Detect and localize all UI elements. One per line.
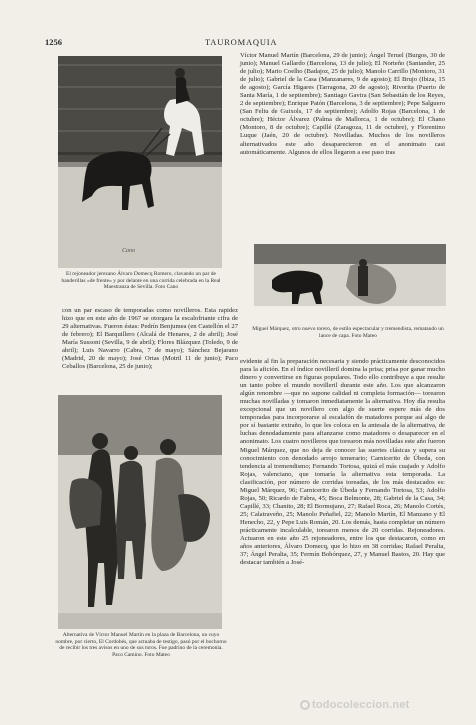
photo-alternativa-ceremony: [58, 395, 222, 629]
marquez-image: [254, 244, 446, 306]
rejoneador-image: [58, 56, 222, 268]
paragraph-novilladas: evidente al fin la preparación necesaria y siendo prácticamente desconocidos para la afición. En el índice novilleril domina la prisa; prisa por ganar mucho dinero y convertirse en figuras populares. Todo ello contribuye a que resulte un tanto pobre el mundo novilleril durante este año. Los que alcanzaron algún renombre —que no supone calidad ni completa formación— torearon muchas novilladas y tomaron inmediatamente la alternativa. Hoy día resulta excepcional que un novillero con algo de suerte espere más de dos temporadas para incorporarse al escalafón de matadores porque así algo de por sí bastante extraño, lo que les coloca en la antesala de la alternativa, de luchas denodadamente para afianzarse como matadores o desaparecer en el anonimato. Los cuatro novilleros que torearon más novilladas este año fueron Miguel Márquez, que no deja de conocer las suertes clásicas y supera su conocimiento con denodado arrojo temerario; Carnicerito de Úbeda, con tendencia al tremendismo; Fernando Tortosa, quizá el más cuajado y Adolfo Rojas, valenciano, que tomaría la alternativa esta temporada. La clasificación, por número de corridas toreadas, de los más destacados es: Miguel Márquez, 96; Carnicerito de Úbeda y Fernando Tortosa, 53; Adolfo Rojas, 50; Ricardo de Fabra, 45; Boca Belmonte, 28; Gabriel de la Casa, 34; Capillé, 33; Chanito, 28; El Bormujano, 27; Rafael Roca, 26; Manolo Cortés, 25; Calatraveño, 25; Manolo Peñafiel, 22; Manolo Martín, El Manzano y El Henecho, 22, y Pepe Luis Román, 20. Los demás, hasta completar un número prácticamente incalculable, torearon menos de 20 corridas. Rejoneadores. Actuaron en este año 25 rejoneadores, entre los que destacaron, como en años anteriores, Álvaro Domecq, que lo hizo en 38 corridas; Rafael Peralta, 37; Ángel Peralta, 35; Fermín Bohórquez, 27, y Manuel Bastos, 20. Hay que destacar también a José-: [240, 358, 445, 567]
running-title: TAUROMAQUIA: [205, 37, 278, 47]
watermark-logo-icon: [300, 700, 310, 710]
caption-photo-3: Alternativa de Víctor Manuel Martín en la plaza de Barcelona, un cuyo nombre, por cierto, El Cordobés, que actuaba de testigo, pasó por el bochorno de recibir los tres avisos en uno de sus toros. Fue padrino de la ceremonia. Paco Camino. Foto Mateo: [55, 632, 227, 658]
watermark-text: todocoleccion.net: [312, 699, 410, 711]
text-column-right-top: [240, 52, 445, 157]
text-column-right-bottom: [240, 358, 445, 567]
page-number: 1256: [45, 37, 62, 47]
watermark: [300, 699, 410, 711]
ceremony-image: [58, 395, 222, 629]
caption-photo-1: El rejoneador jerezano Álvaro Domecq Romero, clavando un par de banderillas «de frente» y por delante en una corrida celebrada en la Real Maestranza de Sevilla. Foto Cano: [61, 271, 221, 291]
photo-miguel-marquez: [254, 244, 446, 306]
paragraph-alternativas-list: Víctor Manuel Martín (Barcelona, 29 de junio); Ángel Teruel (Burgos, 30 de junio); Manuel Gallardo (Barcelona, 13 de julio); El Norteño (Santander, 25 de julio); Mario Coelho (Badajoz, 25 de julio); Manolo Carrillo (Montoro, 31 de julio); Gabriel de la Casa (Manzanares, 9 de agosto); El Brujo (Ibiza, 15 de agosto); García Higares (Tarragona, 20 de agosto); Rivorita (Puerto de Santa María, 1 de septiembre); Santiago Gavira (San Sebastián de los Reyes, 2 de septiembre); Enrique Patón (Barcelona, 3 de septiembre); Pepe Salguero (San Feliu de Guixols, 17 de septiembre); Adolfo Rojas (Barcelona, 1 de octubre); Héctor Álvarez (Palma de Mallorca, 1 de octubre); El Chano (Montoro, 8 de octubre); Capillé (Zaragoza, 11 de octubre), y Florentino Luque (Jaén, 20 de octubre). Novilladas. Muchos de los novilleros alternativados este año desaparecieron en el anonimato casi automáticamente. Algunos de ellos llegaron a ese paso tras: [240, 52, 445, 156]
caption-photo-2: Miguel Márquez, otro nuevo torero, de estilo espectacular y tremendista, rematando un lance de capa. Foto Mateo: [252, 326, 444, 339]
paragraph-alternativas-count: con un par escaso de temporadas como novilleros. Esta rapidez hizo que en este año de 1967 se otorgara la escalofriante cifra de 29 alternativas. Fueron éstas: Pedrín Benjumea (en Castellón el 27 de febrero); El Barquillero (Alcalá de Henares, 2 de abril); José María Sussoni (Sevilla, 9 de abril); Flores Blázquez (Toledo, 9 de abril); Luis Navarro (Cabra, 7 de mayo); Sánchez Bejarano (Madrid, 20 de mayo); José Ortas (Motril 11 de junio); Paco Ceballos (Barcelona, 25 de junio);: [62, 307, 238, 371]
photo-rejoneador: [58, 56, 222, 268]
photo-signature: Cano: [122, 248, 136, 254]
text-column-left-mid: [62, 307, 238, 371]
